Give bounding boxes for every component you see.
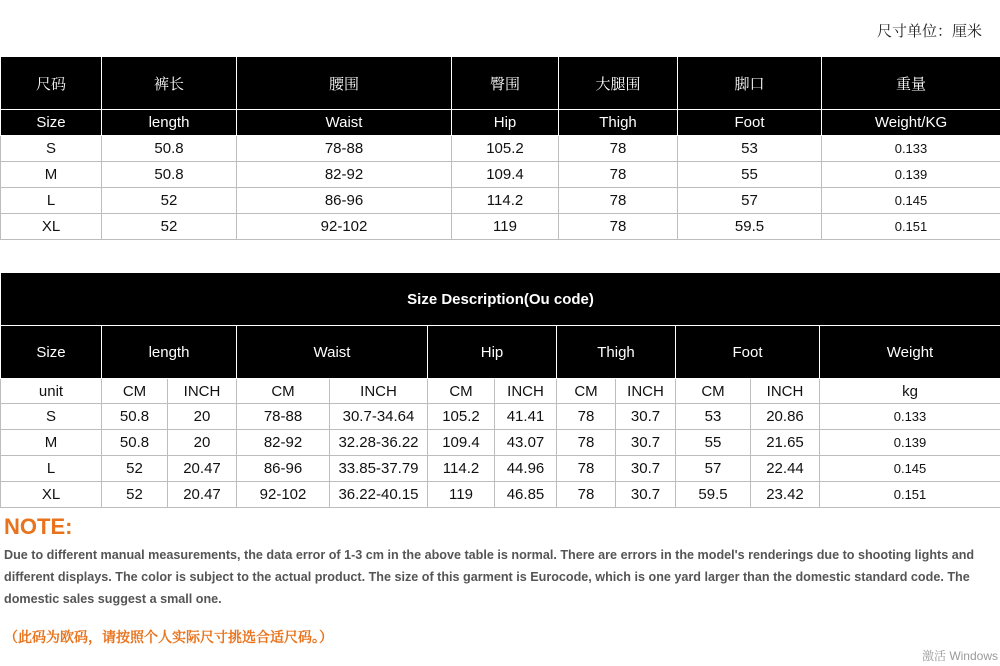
- unit-note: 尺寸单位：厘米: [876, 23, 982, 40]
- cell-size: S: [1, 136, 102, 162]
- cell-waist-cm: 78-88: [237, 404, 330, 430]
- cell-length-inch: 20.47: [168, 482, 237, 508]
- cell-length-inch: 20: [168, 404, 237, 430]
- cell-weight: 0.133: [820, 404, 1000, 430]
- cell-size: XL: [1, 214, 102, 240]
- unit-waist-inch: INCH: [330, 379, 428, 404]
- header-cn-weight: 重量: [822, 57, 1000, 110]
- cell-weight: 0.133: [822, 136, 1000, 162]
- cell-waist-cm: 92-102: [237, 482, 330, 508]
- cell-foot-cm: 55: [676, 430, 751, 456]
- table2-header: [1, 326, 1000, 379]
- cell-waist-inch: 30.7-34.64: [330, 404, 428, 430]
- header-cn-thigh: 大腿围: [559, 57, 678, 110]
- header-length: length: [102, 326, 237, 379]
- header-cn-length: 裤长: [102, 57, 237, 110]
- cell-weight: 0.151: [822, 214, 1000, 240]
- unit-hip-cm: CM: [428, 379, 495, 404]
- cell-length-inch: 20: [168, 430, 237, 456]
- header-cn-size: 尺码: [1, 57, 102, 110]
- cell-waist: 92-102: [237, 214, 452, 240]
- note-title: NOTE:: [4, 514, 73, 539]
- cell-weight: 0.139: [820, 430, 1000, 456]
- cell-length-cm: 50.8: [102, 430, 168, 456]
- cell-thigh: 78: [559, 188, 678, 214]
- cell-foot: 53: [678, 136, 822, 162]
- cell-length: 52: [102, 214, 237, 240]
- cell-hip-cm: 119: [428, 482, 495, 508]
- header-en-waist: Waist: [237, 110, 452, 136]
- unit-foot-inch: INCH: [751, 379, 820, 404]
- cell-waist-cm: 82-92: [237, 430, 330, 456]
- cell-weight: 0.151: [820, 482, 1000, 508]
- cell-foot-cm: 59.5: [676, 482, 751, 508]
- cell-thigh-inch: 30.7: [616, 482, 676, 508]
- cell-foot-inch: 20.86: [751, 404, 820, 430]
- cell-hip-cm: 109.4: [428, 430, 495, 456]
- header-en-hip: Hip: [452, 110, 559, 136]
- cell-waist-inch: 32.28-36.22: [330, 430, 428, 456]
- header-cn-waist: 腰围: [237, 57, 452, 110]
- cell-size: L: [1, 188, 102, 214]
- size-table-eu: [0, 272, 1000, 508]
- note-text: Due to different manual measurements, the data error of 1-3 cm in the above table is normal. There are errors in the model's renderings due to shooting lights and different displays. The color is subject to the actual product. The size of this garment is Eurocode, which is one yard larger than the domestic standard code. The domestic sales suggest a small one.: [4, 548, 975, 606]
- cell-hip-inch: 41.41: [495, 404, 557, 430]
- size-table-cn: [0, 56, 1000, 240]
- unit-waist-cm: CM: [237, 379, 330, 404]
- unit-length-cm: CM: [102, 379, 168, 404]
- table-row: [1, 136, 1000, 162]
- table2-title-row: [1, 273, 1000, 326]
- cell-thigh-cm: 78: [557, 482, 616, 508]
- cell-length: 50.8: [102, 162, 237, 188]
- unit-weight-kg: kg: [820, 379, 1000, 404]
- cell-hip-cm: 105.2: [428, 404, 495, 430]
- header-hip: Hip: [428, 326, 557, 379]
- cell-waist: 78-88: [237, 136, 452, 162]
- cell-hip: 114.2: [452, 188, 559, 214]
- cell-weight: 0.145: [820, 456, 1000, 482]
- table-row: [1, 404, 1000, 430]
- cell-thigh-cm: 78: [557, 456, 616, 482]
- cell-length-cm: 52: [102, 456, 168, 482]
- header-size: Size: [1, 326, 102, 379]
- header-en-foot: Foot: [678, 110, 822, 136]
- cell-length: 50.8: [102, 136, 237, 162]
- cell-waist-cm: 86-96: [237, 456, 330, 482]
- table1-header-cn: [1, 57, 1000, 110]
- table2-units-row: [1, 379, 1000, 404]
- table-row: [1, 482, 1000, 508]
- cell-hip-inch: 46.85: [495, 482, 557, 508]
- cell-foot-cm: 53: [676, 404, 751, 430]
- header-waist: Waist: [237, 326, 428, 379]
- header-cn-foot: 脚口: [678, 57, 822, 110]
- cell-hip: 119: [452, 214, 559, 240]
- header-en-weight: Weight/KG: [822, 110, 1000, 136]
- table-row: [1, 430, 1000, 456]
- unit-foot-cm: CM: [676, 379, 751, 404]
- cell-weight: 0.139: [822, 162, 1000, 188]
- cell-size: S: [1, 404, 102, 430]
- table-row: [1, 188, 1000, 214]
- header-en-thigh: Thigh: [559, 110, 678, 136]
- unit-hip-inch: INCH: [495, 379, 557, 404]
- header-en-length: length: [102, 110, 237, 136]
- cell-foot: 55: [678, 162, 822, 188]
- cell-thigh-inch: 30.7: [616, 430, 676, 456]
- windows-activation-watermark: 激活 Windows: [921, 649, 998, 663]
- cell-foot-inch: 23.42: [751, 482, 820, 508]
- cell-waist-inch: 33.85-37.79: [330, 456, 428, 482]
- unit-thigh-inch: INCH: [616, 379, 676, 404]
- cell-hip: 105.2: [452, 136, 559, 162]
- cell-foot-inch: 21.65: [751, 430, 820, 456]
- cell-waist: 82-92: [237, 162, 452, 188]
- cell-waist-inch: 36.22-40.15: [330, 482, 428, 508]
- header-foot: Foot: [676, 326, 820, 379]
- cell-hip: 109.4: [452, 162, 559, 188]
- cell-length: 52: [102, 188, 237, 214]
- cell-hip-inch: 43.07: [495, 430, 557, 456]
- cell-foot: 57: [678, 188, 822, 214]
- table1-header-en: [1, 110, 1000, 136]
- table-row: [1, 214, 1000, 240]
- cell-length-inch: 20.47: [168, 456, 237, 482]
- header-thigh: Thigh: [557, 326, 676, 379]
- unit-thigh-cm: CM: [557, 379, 616, 404]
- cell-length-cm: 52: [102, 482, 168, 508]
- cell-thigh: 78: [559, 136, 678, 162]
- cell-foot: 59.5: [678, 214, 822, 240]
- table-row: [1, 162, 1000, 188]
- header-en-size: Size: [1, 110, 102, 136]
- cell-thigh: 78: [559, 214, 678, 240]
- cell-size: XL: [1, 482, 102, 508]
- cell-thigh-cm: 78: [557, 404, 616, 430]
- cell-hip-cm: 114.2: [428, 456, 495, 482]
- cell-thigh-inch: 30.7: [616, 456, 676, 482]
- cell-waist: 86-96: [237, 188, 452, 214]
- cell-hip-inch: 44.96: [495, 456, 557, 482]
- header-weight: Weight: [820, 326, 1000, 379]
- cell-foot-inch: 22.44: [751, 456, 820, 482]
- note-cn: （此码为欧码，请按照个人实际尺寸挑选合适尺码。）: [4, 629, 333, 645]
- cell-thigh-cm: 78: [557, 430, 616, 456]
- cell-size: M: [1, 162, 102, 188]
- table-row: [1, 456, 1000, 482]
- unit-label: unit: [1, 379, 102, 404]
- cell-size: L: [1, 456, 102, 482]
- cell-weight: 0.145: [822, 188, 1000, 214]
- cell-foot-cm: 57: [676, 456, 751, 482]
- unit-length-inch: INCH: [168, 379, 237, 404]
- cell-thigh-inch: 30.7: [616, 404, 676, 430]
- cell-length-cm: 50.8: [102, 404, 168, 430]
- table2-title: Size Description(Ou code): [1, 273, 1000, 326]
- header-cn-hip: 臀围: [452, 57, 559, 110]
- cell-size: M: [1, 430, 102, 456]
- cell-thigh: 78: [559, 162, 678, 188]
